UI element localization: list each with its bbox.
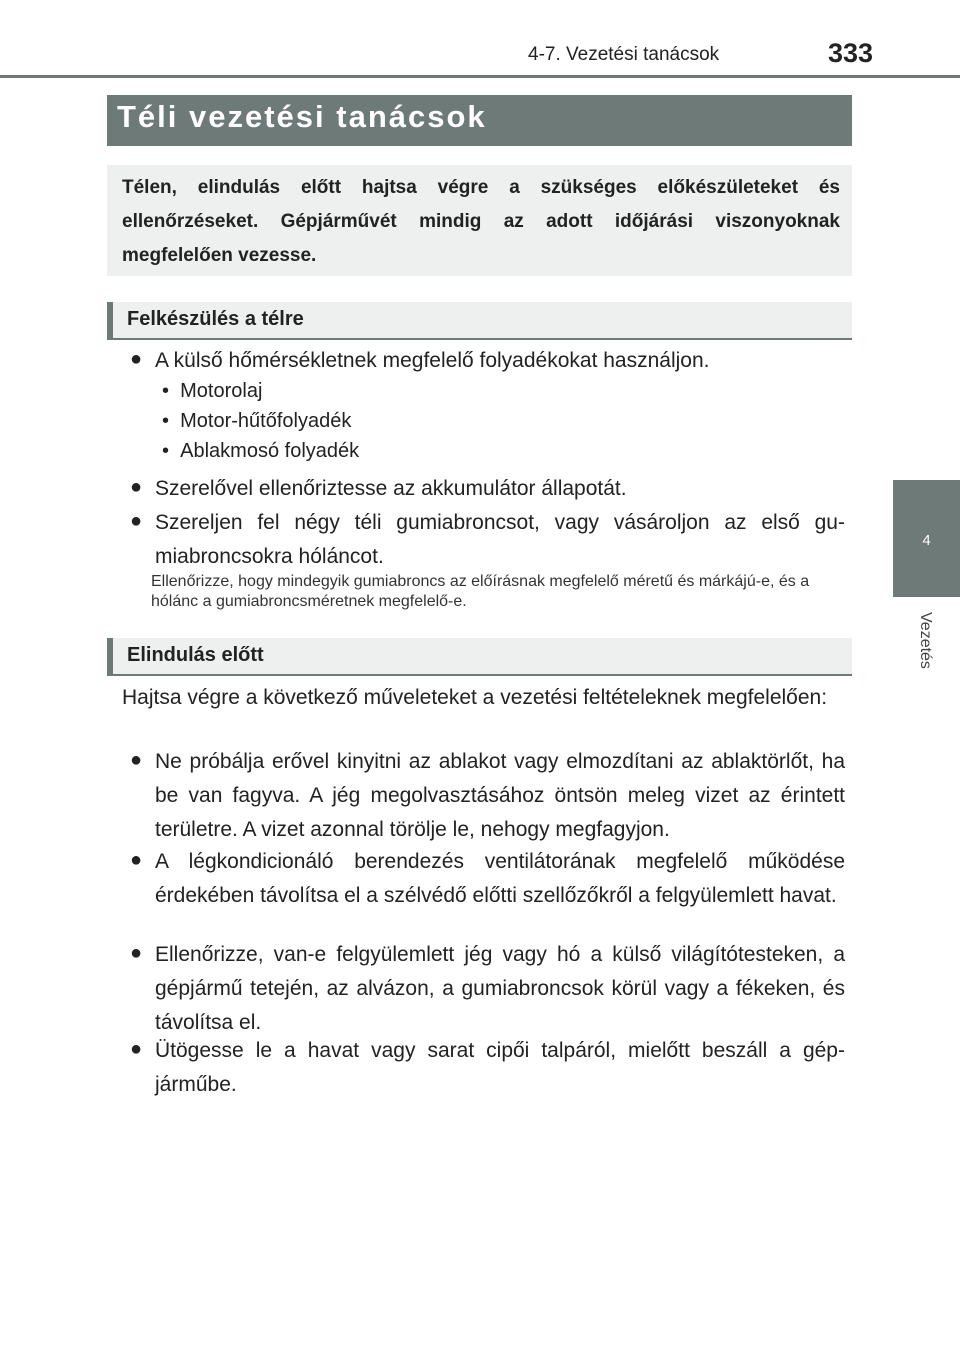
section-intro: Hajtsa végre a következő műveleteket a vezetési feltételeknek megfelelően:	[122, 686, 828, 709]
sub-bullet-icon: •	[162, 410, 170, 432]
sub-item-label: Motorolaj	[180, 380, 263, 402]
header-divider	[0, 75, 960, 78]
sub-list-item	[162, 380, 262, 403]
intro-text: Télen, elindulás előtt hajtsa végre a szükséges előkészületeket és ellenőrzéseket. Gépjárművét mindig az adott időjárási viszonyoknak megfelelően vezesse.	[122, 177, 840, 266]
chapter-number: 4	[922, 532, 931, 549]
chapter-label: Vezetés	[917, 612, 934, 669]
section-header: 4-7. Vezetési tanácsok	[528, 44, 720, 65]
list-item: Szerelővel ellenőriztesse az akkumulátor állapotát.	[155, 477, 627, 500]
list-item: Ne próbálja erővel kinyitni az ablakot vagy elmozdítani az ablaktörlőt, ha be van fagyva. A jég megolvasztásához öntsön meleg vizet az érintett területre. A vizet azonnal törölje le, nehogy megfagyjon.	[155, 750, 845, 841]
sub-item-label: Ablakmosó folyadék	[180, 440, 360, 462]
list-item: Szereljen fel négy téli gumiabroncsot, vagy vásároljon az első gumiabroncsokra hóláncot.	[155, 511, 845, 568]
note-text: Ellenőrizze, hogy mindegyik gumiabroncs az előírásnak megfelelő méretű és márkájú-e, és a hólánc a gumiabroncsméretnek megfelelő-e.	[151, 573, 810, 610]
bullet-icon: ●	[130, 942, 143, 964]
section-heading: Felkészülés a télre	[127, 308, 304, 330]
sub-bullet-icon: •	[162, 440, 170, 462]
bullet-icon: ●	[130, 849, 143, 871]
sub-list-item	[162, 440, 359, 463]
list-item: Ellenőrizze, van-e felgyülemlett jég vagy hó a külső világítótesteken, a gépjármű tetején, az alvázon, a gumiabroncsok körül vagy a fékeken, és távolítsa el.	[155, 943, 845, 1034]
sub-bullet-icon: •	[162, 380, 170, 402]
bullet-icon: ●	[130, 476, 143, 498]
list-item: Ütögesse le a havat vagy sarat cipői talpáról, mielőtt beszáll a gépjárműbe.	[155, 1039, 845, 1096]
bullet-icon: ●	[130, 510, 143, 532]
section-heading: Elindulás előtt	[127, 644, 264, 666]
list-item: A külső hőmérsékletnek megfelelő folyadékokat használjon.	[155, 349, 710, 372]
sub-list-item	[162, 410, 351, 433]
sub-item-label: Motor-hűtőfolyadék	[180, 410, 352, 432]
bullet-icon: ●	[130, 348, 143, 370]
bullet-icon: ●	[130, 1038, 143, 1060]
bullet-icon: ●	[130, 749, 143, 771]
section-heading-accent	[107, 638, 113, 676]
list-item: A légkondicionáló berendezés ventilátorának megfelelő működése érdekében távolítsa el a szélvédő előtti szellőzőkről a felgyülemlett havat.	[155, 850, 845, 907]
page-title: Téli vezetési tanácsok	[117, 99, 487, 134]
section-heading-accent	[107, 302, 113, 340]
page-number: 333	[828, 38, 874, 68]
